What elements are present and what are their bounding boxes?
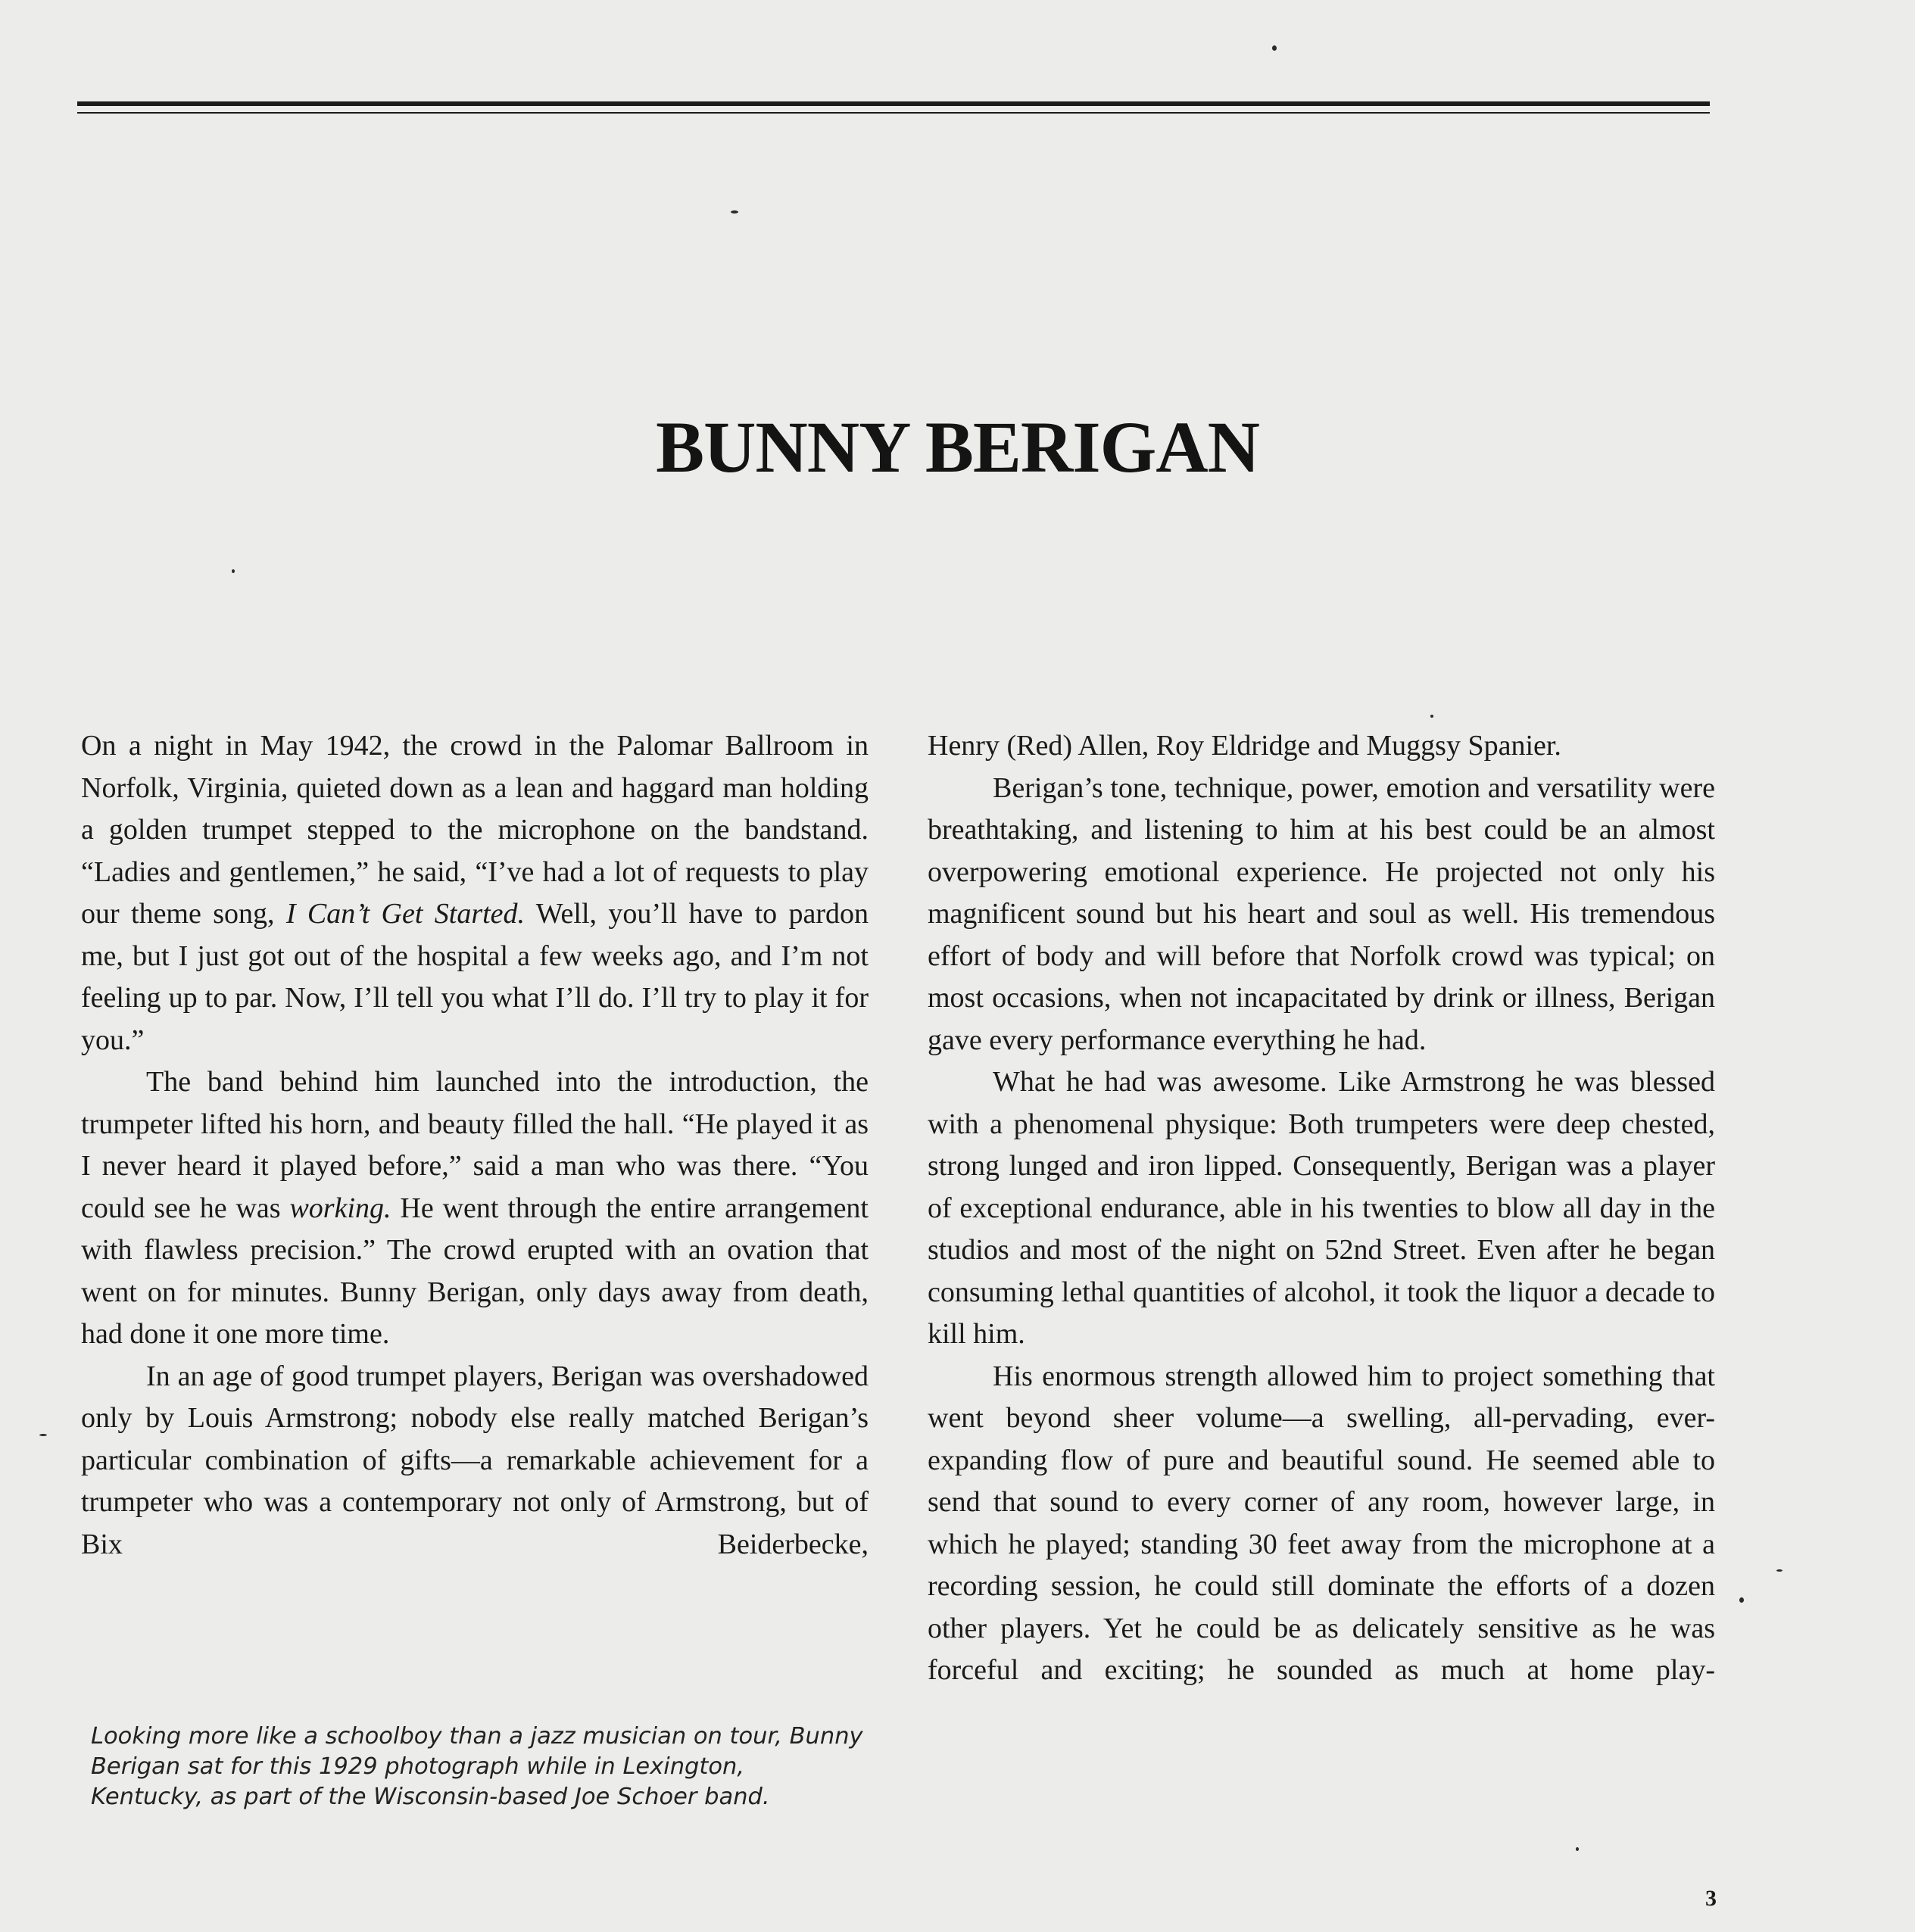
scan-speck [1739,1597,1744,1603]
page-number: 3 [1705,1886,1717,1911]
scan-speck [1272,45,1277,51]
paragraph: Henry (Red) Allen, Roy Eldridge and Muggsy Spanier. [928,730,1561,762]
paragraph: The band behind him launched into the introduction, the trumpeter lifted his horn, and beauty filled the hall. “He played it as I never heard it played before,” said a man who was there. “You could see he was working. He went through the entire arrangement with flawless precision.” The crowd erupted with an ovation that went on for minutes. Bunny Berigan, only days away from death, had done it one more time. [81,1066,869,1350]
scan-speck [731,210,738,213]
scan-speck [1576,1847,1579,1851]
paragraph: In an age of good trumpet players, Berigan was overshadowed only by Louis Armstrong; nobody else really matched Berigan’s particular combination of gifts—a remarkable achievement for a trumpeter who was a contemporary not only of Armstrong, but of Bix Beiderbecke, [81,1360,869,1560]
header-rule-thick [77,101,1710,106]
paragraph: His enormous strength allowed him to project something that went beyond sheer volume—a swelling, all-pervading, ever-expanding flow of pure and beautiful sound. He seemed able to send that sound to every corner of any room, however large, in which he played; standing 30 feet away from the microphone at a recording session, he could still dominate the efforts of a dozen other players. Yet he could be as delicately sensitive as he was forceful and exciting; he sounded as much at home play- [928,1360,1715,1686]
scan-speck [1430,715,1433,718]
header-rule-thin [77,112,1710,114]
scan-speck [1776,1569,1782,1572]
paragraph: Berigan’s tone, technique, power, emotion and versatility were breathtaking, and listening to him at his best could be an almost overpowering emotional experience. He projected not only his magnificent sound but his heart and soul as well. His tremendous effort of body and will before that Norfolk crowd was typical; on most occasions, when not incapacitated by drink or illness, Berigan gave every performance everything he had. [928,771,1715,1056]
left-column [81,725,869,1566]
photo-caption: Looking more like a schoolboy than a jazz musician on tour, Bunny Berigan sat for this 1929 photograph while in Lexington, Kentucky, as part of the Wisconsin-based Joe Schoer band. [91,1723,863,1810]
scan-speck [39,1434,47,1436]
article-title: BUNNY BERIGAN [656,407,1259,488]
paragraph: On a night in May 1942, the crowd in the Palomar Ballroom in Norfolk, Virginia, quieted down as a lean and haggard man holding a golden trumpet stepped to the microphone on the bandstand. “Ladies and gentlemen,” he said, “I’ve had a lot of requests to play our theme song, I Can’t Get Started. Well, you’ll have to pardon me, but I just got out of the hospital a few weeks ago, and I’m not feeling up to par. Now, I’ll tell you what I’ll do. I’ll try to play it for you.” [81,730,869,1056]
paragraph: What he had was awesome. Like Armstrong he was blessed with a phenomenal physique: Both trumpeters were deep chested, strong lunged and iron lipped. Consequently, Berigan was a player of exceptional endurance, able in his twenties to blow all day in the studios and most of the night on 52nd Street. Even after he began consuming lethal quantities of alcohol, it took the liquor a decade to kill him. [928,1066,1715,1350]
scan-speck [232,569,235,573]
right-column [928,725,1715,1692]
